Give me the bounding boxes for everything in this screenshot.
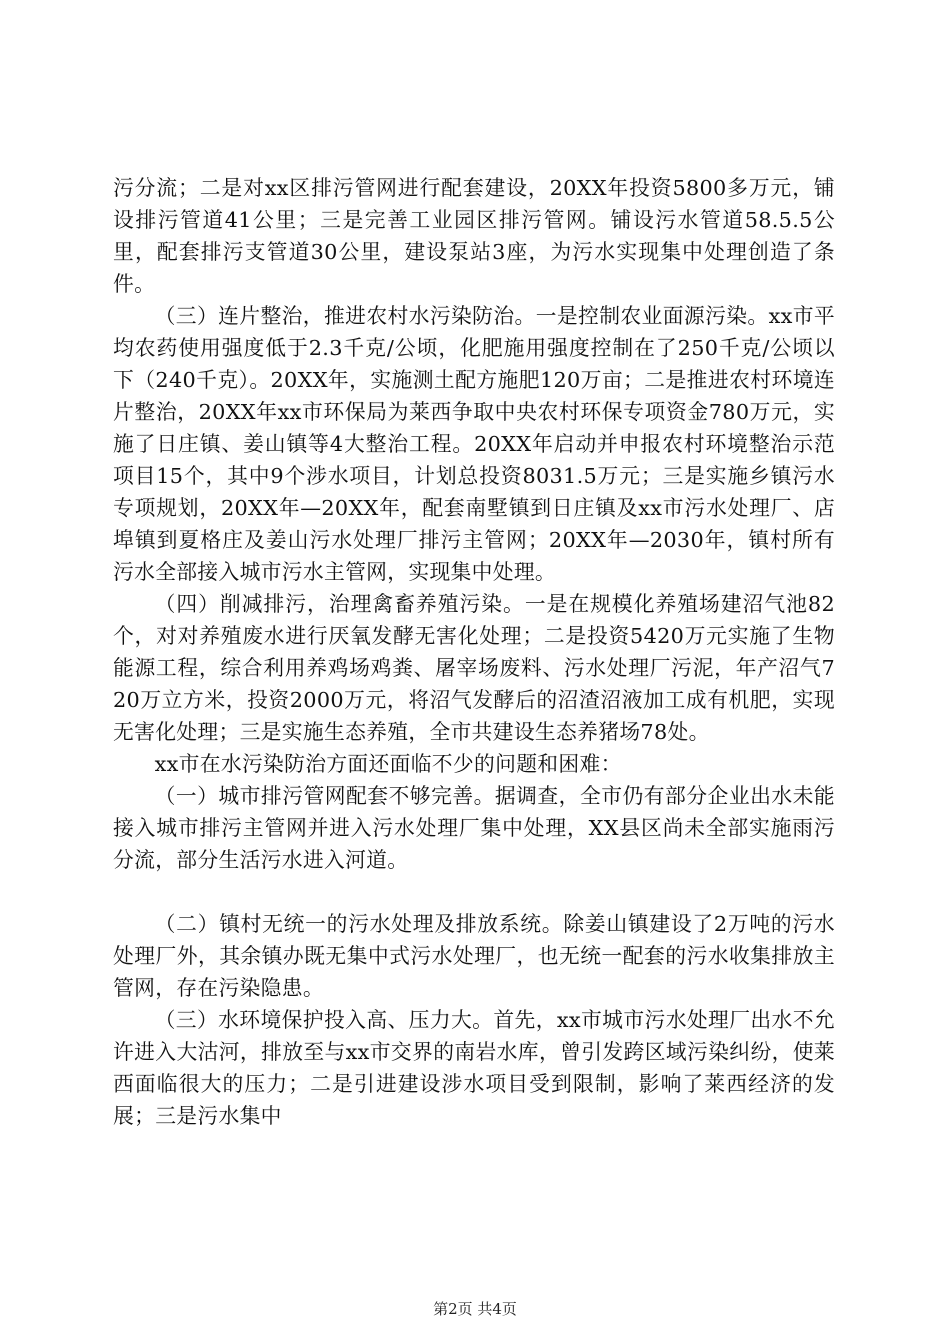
paragraph-rural-water-pollution: （三）连片整治，推进农村水污染防治。一是控制农业面源污染。xx市平均农药使用强度低于2.3千克/公顷，化肥施用强度控制在了250千克/公顷以下（240千克）。20XX年，实施测土配方施肥120万亩；二是推进农村环境连片整治，20XX年xx市环保局为莱西争取中央农村环保专项资金780万元，实施了日庄镇、姜山镇等4大整治工程。20XX年启动并申报农村环境整治示范项目15个，其中9个涉水项目，计划总投资8031.5万元；三是实施乡镇污水专项规划，20XX年—20XX年，配套南墅镇到日庄镇及xx市污水处理厂、店埠镇到夏格庄及姜山污水处理厂排污主管网；20XX年—2030年，镇村所有污水全部接入城市污水主管网，实现集中处理。 [113, 304, 835, 584]
paragraph-livestock-pollution: （四）削减排污，治理禽畜养殖污染。一是在规模化养殖场建沼气池82个，对对养殖废水进行厌氧发酵无害化处理；二是投资5420万元实施了生物能源工程，综合利用养鸡场鸡粪、屠宰场废料、污水处理厂污泥，年产沼气720万立方米，投资2000万元，将沼气发酵后的沼渣沼液加工成有机肥，实现无害化处理；三是实施生态养殖，全市共建设生态养猪场78处。 [113, 592, 835, 744]
document-body [113, 172, 835, 1132]
paragraph-problem-two: （二）镇村无统一的污水处理及排放系统。除姜山镇建设了2万吨的污水处理厂外，其余镇办既无集中式污水处理厂，也无统一配套的污水收集排放主管网，存在污染隐患。 [113, 912, 835, 1000]
paragraph-continuation: 污分流；二是对xx区排污管网进行配套建设，20XX年投资5800多万元，铺设排污管道41公里；三是完善工业园区排污管网。铺设污水管道58.5.5公里，配套排污支管道30公里，建设泵站3座，为污水实现集中处理创造了条件。 [113, 176, 835, 296]
paragraph-problems-intro: xx市在水污染防治方面还面临不少的问题和困难： [154, 752, 622, 776]
paragraph-problem-three: （三）水环境保护投入高、压力大。首先，xx市城市污水处理厂出水不允许进入大沽河，排放至与xx市交界的南岩水库，曾引发跨区域污染纠纷，使莱西面临很大的压力；二是引进建设涉水项目受到限制，影响了莱西经济的发展；三是污水集中 [113, 1008, 835, 1128]
page-footer: 第2页 共4页 [433, 1300, 517, 1318]
paragraph-problem-one: （一）城市排污管网配套不够完善。据调查，全市仍有部分企业出水未能接入城市排污主管网并进入污水处理厂集中处理，XX县区尚未全部实施雨污分流，部分生活污水进入河道。 [113, 784, 835, 872]
